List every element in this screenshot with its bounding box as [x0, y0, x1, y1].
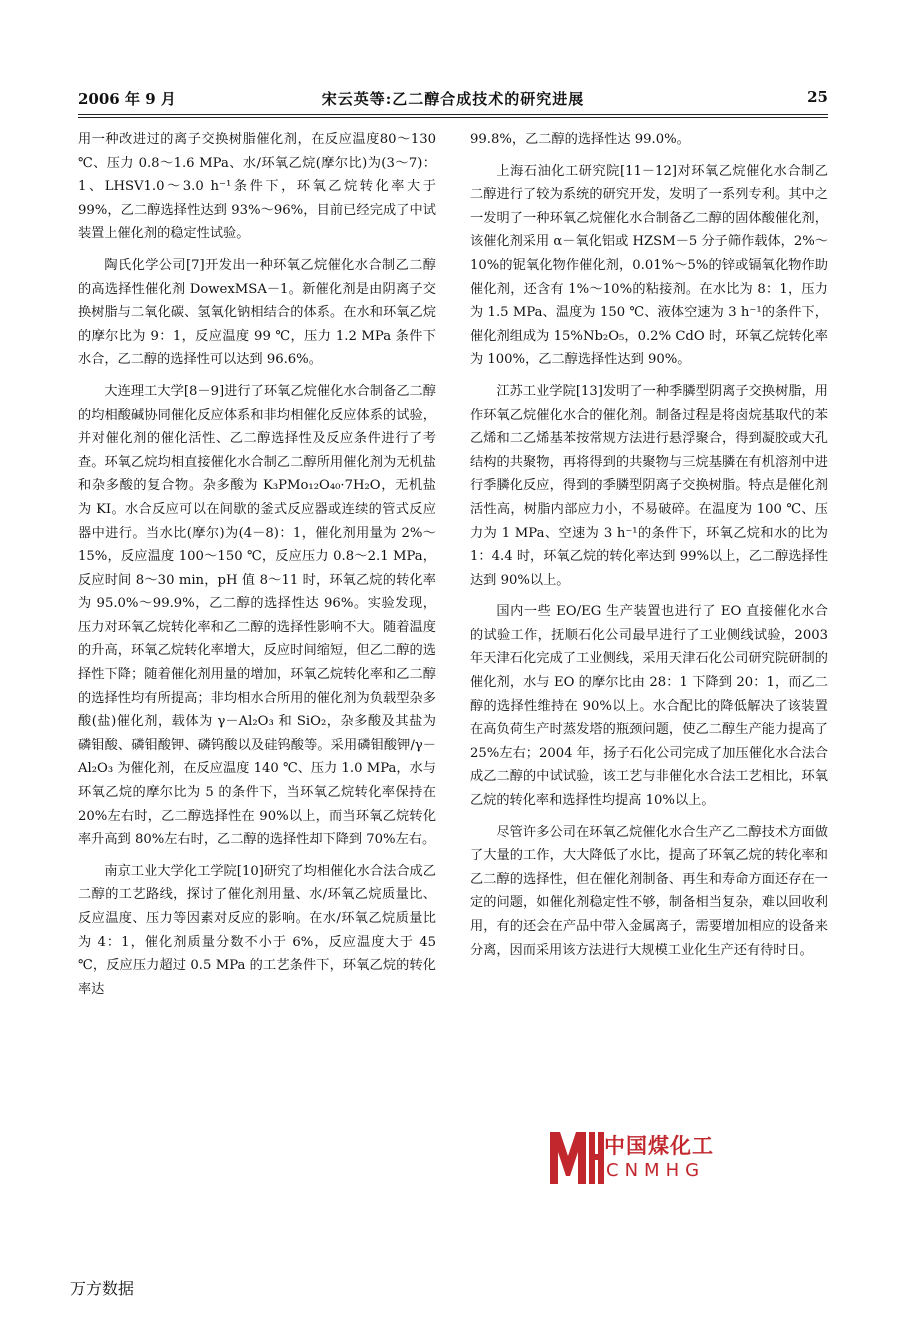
paragraph: 南京工业大学化工学院[10]研究了均相催化水合法合成乙二醇的工艺路线，探讨了催化剂用量、水/环氧乙烷质量比、反应温度、压力等因素对反应的影响。在水/环氧乙烷质量比为 4：1，催化剂质量分数不小于 6%，反应温度大于 45 ℃，反应压力超过 0.5 MPa 的工艺条件下，环氧乙烷的转化率达 — [78, 863, 436, 997]
paragraph: 陶氏化学公司[7]开发出一种环氧乙烷催化水合制乙二醇的高选择性催化剂 DowexMSA－1。新催化剂是由阴离子交换树脂与二氧化碳、氢氧化钠相结合的体系。在水和环氧乙烷的摩尔比为 9：1，反应温度 99 ℃，压力 1.2 MPa 条件下水合，乙二醇的选择性可以达到 96.6%。 — [78, 257, 436, 368]
left-column — [78, 128, 436, 1009]
watermark-cn-text: 中国煤化工 — [604, 1134, 714, 1158]
paragraph: 99.8%，乙二醇的选择性达 99.0%。 — [470, 132, 690, 147]
page-number: 25 — [807, 88, 828, 106]
paragraph: 上海石油化工研究院[11－12]对环氧乙烷催化水合制乙二醇进行了较为系统的研究开发，发明了一系列专利。其中之一发明了一种环氧乙烷催化水合制备乙二醇的固体酸催化剂，该催化剂采用 α－氧化铝或 HZSM－5 分子筛作载体，2%～10%的铌氧化物作催化剂，0.01%～5%的锌或镉氧化物作助催化剂，还含有 1%～10%的粘接剂。在水比为 8：1，压力为 1.5 MPa、温度为 150 ℃、液体空速为 3 h⁻¹的条件下，催化剂组成为 15%Nb₂O₅，0.2% CdO 时，环氧乙烷转化率为 100%，乙二醇选择性达到 90%。 — [470, 163, 828, 368]
paragraph: 用一种改进过的离子交换树脂催化剂，在反应温度80～130 ℃、压力 0.8～1.6 MPa、水/环氧乙烷(摩尔比)为(3～7)：1、LHSV1.0～3.0 h⁻¹条件下，环氧乙烷转化率大于 99%，乙二醇选择性达到 93%～96%，目前已经完成了中试装置上催化剂的稳定性试验。 — [78, 132, 436, 242]
paragraph: 国内一些 EO/EG 生产装置也进行了 EO 直接催化水合的试验工作，抚顺石化公司最早进行了工业侧线试验，2003 年天津石化完成了工业侧线，采用天津石化公司研究院研制的催化剂，水与 EO 的摩尔比由 28：1 下降到 20：1，而乙二醇的选择性维持在 90%以上。水合配比的降低解决了该装置在高负荷生产时蒸发塔的瓶颈问题，使乙二醇生产能力提高了 25%左右；2004 年，扬子石化公司完成了加压催化水合法合成乙二醇的中试试验，该工艺与非催化水合法工艺相比，环氧乙烷的转化率和选择性均提高 10%以上。 — [470, 604, 828, 809]
source-footer: 万方数据 — [70, 1279, 135, 1298]
issue-date: 2006 年 9 月 — [78, 90, 176, 108]
right-column — [470, 128, 828, 970]
running-header — [78, 84, 828, 112]
cnmhg-logo-icon — [548, 1126, 604, 1190]
header-rule-thin — [78, 117, 828, 118]
header-rule — [78, 114, 828, 115]
watermark-en-text: CNMHG — [606, 1160, 706, 1181]
watermark-logo — [548, 1126, 716, 1190]
running-title: 宋云英等:乙二醇合成技术的研究进展 — [321, 90, 585, 108]
paragraph: 尽管许多公司在环氧乙烷催化水合生产乙二醇技术方面做了大量的工作，大大降低了水比，提高了环氧乙烷的转化率和乙二醇的选择性，但在催化剂制备、再生和寿命方面还存在一定的问题，如催化剂稳定性不够，制备相当复杂，难以回收利用，有的还会在产品中带入金属离子，需要增加相应的设备来分离，因而采用该方法进行大规模工业化生产还有待时日。 — [470, 824, 828, 958]
paragraph: 大连理工大学[8－9]进行了环氧乙烷催化水合制备乙二醇的均相酸碱协同催化反应体系和非均相催化反应体系的试验，并对催化剂的催化活性、乙二醇选择性及反应条件进行了考查。环氧乙烷均相直接催化水合制乙二醇所用催化剂为无机盐和杂多酸的复合物。杂多酸为 K₃PMo₁₂O₄₀·7H₂O，无机盐为 KI。水合反应可以在间歇的釜式反应器或连续的管式反应器中进行。当水比(摩尔)为(4－8)：1，催化剂用量为 2%～15%，反应温度 100～150 ℃，反应压力 0.8～2.1 MPa，反应时间 8～30 min，pH 值 8～11 时，环氧乙烷的转化率为 95.0%～99.9%，乙二醇的选择性达 96%。实验发现，压力对环氧乙烷转化率和乙二醇的选择性影响不大。随着温度的升高，环氧乙烷转化率增大，反应时间缩短，但乙二醇的选择性下降；随着催化剂用量的增加，环氧乙烷转化率和乙二醇的选择性均有所提高；非均相水合所用的催化剂为负载型杂多酸(盐)催化剂，载体为 γ－Al₂O₃ 和 SiO₂，杂多酸及其盐为磷钼酸、磷钼酸钾、磷钨酸以及硅钨酸等。采用磷钼酸钾/γ－Al₂O₃ 为催化剂，在反应温度 140 ℃、压力 1.0 MPa，水与环氧乙烷的摩尔比为 5 的条件下，当环氧乙烷转化率保持在 20%左右时，乙二醇选择性在 90%以上，而当环氧乙烷转化率升高到 80%左右时，乙二醇的选择性却下降到 70%左右。 — [78, 383, 436, 848]
paragraph: 江苏工业学院[13]发明了一种季膦型阴离子交换树脂，用作环氧乙烷催化水合的催化剂。制备过程是将卤烷基取代的苯乙烯和二乙烯基苯按常规方法进行悬浮聚合，得到凝胶或大孔结构的共聚物，再将得到的共聚物与三烷基膦在有机溶剂中进行季膦化反应，得到的季膦型阴离子交换树脂。特点是催化剂活性高，树脂内部应力小，不易破碎。在温度为 100 ℃、压力为 1 MPa、空速为 3 h⁻¹的条件下，环氧乙烷和水的比为 1：4.4 时，环氧乙烷的转化率达到 99%以上，乙二醇选择性达到 90%以上。 — [470, 383, 828, 588]
